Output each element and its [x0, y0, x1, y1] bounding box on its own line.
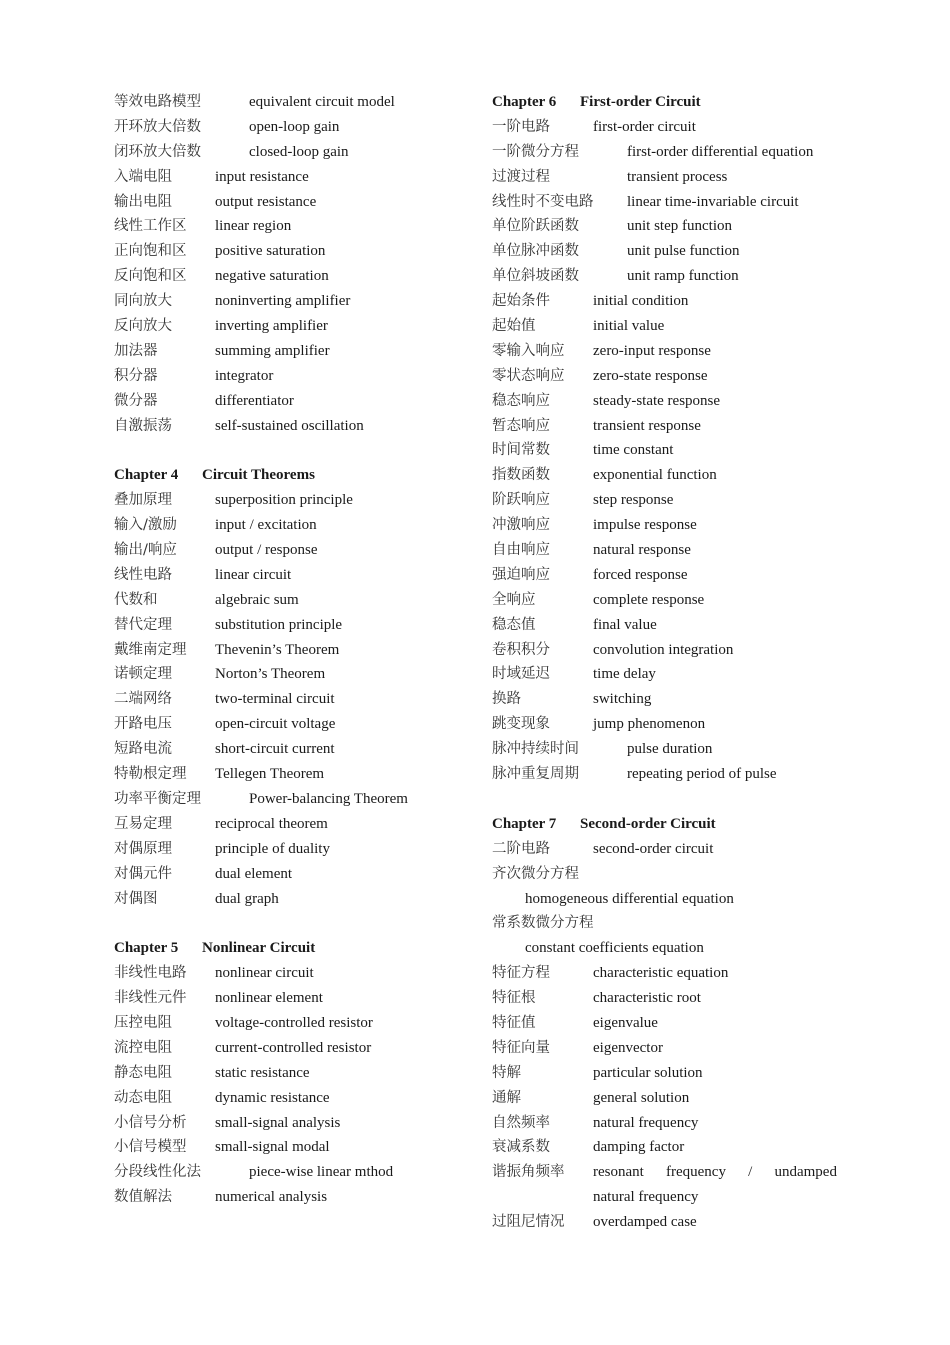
english-term: dual graph — [215, 890, 279, 907]
english-term: repeating period of pulse — [627, 766, 777, 783]
english-term: overdamped case — [593, 1214, 697, 1231]
english-term: dual element — [215, 865, 293, 882]
english-term: complete response — [593, 591, 705, 608]
chinese-term: 正向饱和区 — [114, 243, 187, 260]
chinese-term: 对偶元件 — [114, 865, 172, 882]
english-term: output / response — [215, 542, 318, 559]
glossary-continuation — [492, 887, 842, 912]
english-term: input / excitation — [215, 517, 317, 534]
glossary-entry — [492, 165, 842, 190]
chinese-term: 线性工作区 — [114, 218, 187, 235]
chapter-number: Chapter 6 — [492, 94, 557, 110]
english-term: reciprocal theorem — [215, 815, 328, 832]
chinese-term: 功率平衡定理 — [114, 790, 201, 807]
glossary-entry — [492, 1086, 842, 1111]
english-term: negative saturation — [215, 268, 329, 285]
chinese-term: 暂态响应 — [492, 417, 550, 434]
english-term: differentiator — [215, 392, 294, 409]
english-term: pulse duration — [627, 741, 713, 758]
chinese-term: 特征值 — [492, 1014, 536, 1031]
chinese-term: 特征根 — [492, 990, 536, 1007]
chinese-term: 起始值 — [492, 318, 536, 335]
glossary-entry — [114, 115, 459, 140]
glossary-entry — [492, 687, 842, 712]
english-term: natural frequency — [593, 1189, 699, 1206]
glossary-entry — [114, 239, 459, 264]
glossary-entry — [114, 513, 459, 538]
chinese-term: 积分器 — [114, 367, 158, 384]
chapter-heading — [492, 812, 842, 837]
english-term: jump phenomenon — [593, 716, 706, 733]
english-term: algebraic sum — [215, 591, 299, 608]
english-term: equivalent circuit model — [249, 94, 395, 110]
english-term: Thevenin’s Theorem — [215, 641, 340, 658]
glossary-entry — [114, 662, 459, 687]
glossary-entry — [114, 613, 459, 638]
glossary-entry — [492, 438, 842, 463]
chinese-term: 静态电阻 — [114, 1064, 172, 1081]
chinese-term: 对偶图 — [114, 890, 158, 907]
glossary-entry — [492, 190, 842, 215]
chinese-term: 单位阶跃函数 — [492, 218, 579, 235]
glossary-entry — [492, 314, 842, 339]
glossary-entry — [492, 638, 842, 663]
chinese-term: 流控电阻 — [114, 1039, 172, 1056]
chapter-heading — [114, 936, 459, 961]
glossary-entry — [492, 264, 842, 289]
chinese-term: 压控电阻 — [114, 1014, 172, 1031]
chinese-term: 输出电阻 — [114, 193, 172, 210]
chinese-term: 非线性元件 — [114, 990, 187, 1007]
chapter-title: Nonlinear Circuit — [202, 940, 316, 957]
chinese-term: 开环放大倍数 — [114, 118, 201, 135]
english-term: eigenvalue — [593, 1014, 658, 1031]
chinese-term: 等效电路模型 — [114, 94, 201, 110]
english-term: natural frequency — [593, 1114, 699, 1131]
glossary-entry — [492, 986, 842, 1011]
english-term: characteristic equation — [593, 965, 729, 982]
glossary-entry — [492, 1061, 842, 1086]
chinese-term: 线性时不变电路 — [492, 193, 594, 210]
english-term: linear time-invariable circuit — [627, 193, 799, 210]
english-term: linear circuit — [215, 566, 292, 583]
glossary-entry — [492, 613, 842, 638]
chinese-term: 加法器 — [114, 342, 158, 359]
chinese-term: 谐振角频率 — [492, 1164, 565, 1181]
glossary-entry — [492, 1160, 842, 1185]
english-term: unit step function — [627, 218, 732, 235]
glossary-continuation — [492, 936, 842, 961]
glossary-entry — [114, 339, 459, 364]
chinese-term: 换路 — [492, 691, 521, 708]
glossary-entry — [114, 165, 459, 190]
chinese-term: 过渡过程 — [492, 168, 550, 185]
chinese-term: 特征向量 — [492, 1039, 550, 1056]
english-term: self-sustained oscillation — [215, 417, 364, 434]
chinese-term: 反向放大 — [114, 318, 172, 335]
glossary-entry — [114, 1011, 459, 1036]
chinese-term: 齐次微分方程 — [492, 865, 579, 882]
english-term: final value — [593, 616, 657, 633]
chinese-term: 自激振荡 — [114, 417, 172, 434]
chinese-term: 单位脉冲函数 — [492, 243, 579, 260]
chinese-term: 一阶电路 — [492, 118, 550, 135]
chinese-term: 脉冲重复周期 — [492, 766, 579, 783]
glossary-entry — [114, 414, 459, 439]
glossary-entry — [114, 762, 459, 787]
glossary-entry — [114, 1036, 459, 1061]
glossary-entry — [114, 1111, 459, 1136]
glossary-entry — [492, 463, 842, 488]
chinese-term: 零状态响应 — [492, 367, 565, 384]
chinese-term: 互易定理 — [114, 815, 172, 832]
glossary-entry — [114, 563, 459, 588]
english-term: natural response — [593, 542, 691, 559]
english-term: steady-state response — [593, 392, 721, 409]
chapter-number: Chapter 4 — [114, 467, 179, 484]
english-term: first-order differential equation — [627, 143, 814, 160]
glossary-entry — [492, 339, 842, 364]
chinese-term: 数值解法 — [114, 1189, 172, 1206]
english-term: closed-loop gain — [249, 143, 349, 160]
chapter-title: Circuit Theorems — [202, 467, 315, 484]
glossary-entry — [492, 513, 842, 538]
glossary-entry — [114, 638, 459, 663]
english-term: particular solution — [593, 1064, 703, 1081]
glossary-entry — [492, 563, 842, 588]
spacer — [114, 911, 459, 936]
english-term: two-terminal circuit — [215, 691, 335, 708]
chapter-title: Second-order Circuit — [580, 815, 716, 832]
chinese-term: 微分器 — [114, 392, 158, 409]
glossary-entry — [492, 1135, 842, 1160]
chinese-term: 卷积积分 — [492, 641, 550, 658]
chinese-term: 输入/激励 — [114, 517, 177, 534]
chinese-term: 冲激响应 — [492, 517, 550, 534]
glossary-entry — [492, 837, 842, 862]
english-term: numerical analysis — [215, 1189, 328, 1206]
chinese-term: 短路电流 — [114, 741, 172, 758]
glossary-entry — [492, 488, 842, 513]
chinese-term: 通解 — [492, 1089, 521, 1106]
english-term: integrator — [215, 367, 274, 384]
english-term: transient process — [627, 168, 728, 185]
chinese-term: 跳变现象 — [492, 716, 550, 733]
glossary-entry — [114, 190, 459, 215]
chinese-term: 小信号分析 — [114, 1114, 187, 1131]
glossary-entry — [114, 1086, 459, 1111]
glossary-entry — [492, 1111, 842, 1136]
english-term: nonlinear element — [215, 990, 323, 1007]
glossary-entry — [114, 389, 459, 414]
english-term: second-order circuit — [593, 840, 714, 857]
english-term: time constant — [593, 442, 674, 459]
glossary-entry — [114, 812, 459, 837]
chinese-term: 衰减系数 — [492, 1139, 550, 1156]
chinese-term: 零输入响应 — [492, 342, 565, 359]
english-term: convolution integration — [593, 641, 734, 658]
spacer — [492, 787, 842, 812]
chapter-heading — [114, 463, 459, 488]
chinese-term: 脉冲持续时间 — [492, 741, 579, 758]
english-term: impulse response — [593, 517, 697, 534]
glossary-entry — [114, 687, 459, 712]
chinese-term: 叠加原理 — [114, 492, 172, 509]
english-term: noninverting amplifier — [215, 293, 351, 310]
glossary-entry — [492, 862, 842, 887]
chinese-term: 一阶微分方程 — [492, 143, 579, 160]
glossary-entry — [114, 214, 459, 239]
chinese-term: 输出/响应 — [114, 542, 177, 559]
english-term: principle of duality — [215, 840, 330, 857]
glossary-entry — [114, 712, 459, 737]
chinese-term: 自由响应 — [492, 542, 550, 559]
english-term: constant coefficients equation — [525, 940, 704, 957]
chapter-number: Chapter 7 — [492, 815, 557, 832]
chinese-term: 反向饱和区 — [114, 268, 187, 285]
glossary-entry — [114, 862, 459, 887]
glossary-entry — [492, 588, 842, 613]
glossary-entry — [114, 1135, 459, 1160]
chinese-term: 特征方程 — [492, 965, 550, 982]
chinese-term: 开路电压 — [114, 716, 172, 733]
english-term: forced response — [593, 566, 688, 583]
english-term: homogeneous differential equation — [525, 890, 734, 907]
chinese-term: 闭环放大倍数 — [114, 143, 201, 160]
english-term: switching — [593, 691, 652, 708]
chinese-term: 对偶原理 — [114, 840, 172, 857]
glossary-entry — [492, 737, 842, 762]
glossary-entry — [492, 662, 842, 687]
english-term: substitution principle — [215, 616, 343, 633]
chinese-term: 自然频率 — [492, 1114, 550, 1131]
english-term: general solution — [593, 1089, 690, 1106]
glossary-entry — [492, 1036, 842, 1061]
english-term: Power-balancing Theorem — [249, 790, 408, 807]
english-term: unit ramp function — [627, 268, 739, 285]
chapter-number: Chapter 5 — [114, 940, 179, 957]
chinese-term: 动态电阻 — [114, 1089, 172, 1106]
english-term: open-circuit voltage — [215, 716, 336, 733]
glossary-entry — [114, 1061, 459, 1086]
right-column — [492, 90, 842, 1235]
glossary-entry — [114, 140, 459, 165]
glossary-entry — [114, 1160, 459, 1185]
chinese-term: 同向放大 — [114, 293, 172, 310]
glossary-entry — [114, 538, 459, 563]
glossary-entry — [492, 414, 842, 439]
english-term: time delay — [593, 666, 656, 683]
chinese-term: 全响应 — [492, 591, 536, 608]
english-word: resonant — [593, 1164, 644, 1181]
english-term: damping factor — [593, 1139, 685, 1156]
glossary-entry — [492, 214, 842, 239]
english-term: piece-wise linear mthod — [249, 1164, 394, 1181]
english-term: small-signal analysis — [215, 1114, 341, 1131]
chinese-term: 时间常数 — [492, 442, 550, 459]
english-term: superposition principle — [215, 492, 353, 509]
english-term: positive saturation — [215, 243, 326, 260]
chinese-term: 时域延迟 — [492, 666, 550, 683]
spacer — [114, 438, 459, 463]
english-term: initial value — [593, 318, 665, 335]
chinese-term: 二端网络 — [114, 691, 172, 708]
english-term: short-circuit current — [215, 741, 335, 758]
glossary-entry — [114, 1185, 459, 1210]
english-term — [593, 1160, 837, 1185]
left-column — [114, 90, 459, 1210]
english-term: summing amplifier — [215, 342, 330, 359]
chapter-heading — [492, 90, 842, 115]
chinese-term: 强迫响应 — [492, 566, 550, 583]
glossary-entry — [492, 239, 842, 264]
glossary-entry — [114, 488, 459, 513]
chinese-term: 稳态值 — [492, 616, 536, 633]
glossary-entry — [114, 314, 459, 339]
glossary-entry — [114, 289, 459, 314]
english-term: unit pulse function — [627, 243, 740, 260]
english-term: current-controlled resistor — [215, 1039, 372, 1056]
chinese-term: 单位斜坡函数 — [492, 268, 579, 285]
glossary-entry — [492, 961, 842, 986]
glossary-entry — [114, 737, 459, 762]
chinese-term: 诺顿定理 — [114, 666, 172, 683]
glossary-entry — [114, 90, 459, 115]
english-term: output resistance — [215, 193, 317, 210]
chinese-term: 特勒根定理 — [114, 766, 187, 783]
english-term: initial condition — [593, 293, 689, 310]
glossary-entry — [114, 264, 459, 289]
chinese-term: 过阻尼情况 — [492, 1214, 565, 1231]
english-term: small-signal modal — [215, 1139, 330, 1156]
english-term: inverting amplifier — [215, 318, 328, 335]
glossary-entry — [492, 911, 842, 936]
glossary-entry — [492, 712, 842, 737]
english-term: step response — [593, 492, 674, 509]
english-term: Tellegen Theorem — [215, 766, 325, 783]
chinese-term: 小信号模型 — [114, 1139, 187, 1156]
english-term: exponential function — [593, 467, 717, 484]
glossary-entry — [114, 588, 459, 613]
chapter-title: First-order Circuit — [580, 94, 701, 110]
glossary-entry — [492, 538, 842, 563]
english-term: dynamic resistance — [215, 1089, 330, 1106]
english-term: static resistance — [215, 1064, 310, 1081]
english-word: frequency — [666, 1164, 726, 1181]
chinese-term: 线性电路 — [114, 566, 172, 583]
glossary-entry — [114, 364, 459, 389]
english-term: input resistance — [215, 168, 309, 185]
glossary-entry — [492, 115, 842, 140]
english-word: / — [748, 1164, 753, 1181]
english-word: undamped — [774, 1164, 837, 1181]
chinese-term: 替代定理 — [114, 616, 172, 633]
glossary-entry — [492, 1011, 842, 1036]
glossary-entry — [492, 364, 842, 389]
glossary-entry — [492, 389, 842, 414]
glossary-entry — [492, 140, 842, 165]
glossary-entry — [114, 837, 459, 862]
chinese-term: 稳态响应 — [492, 392, 550, 409]
glossary-entry — [114, 961, 459, 986]
english-term: transient response — [593, 417, 701, 434]
english-term: voltage-controlled resistor — [215, 1014, 373, 1031]
english-term: characteristic root — [593, 990, 701, 1007]
chinese-term: 分段线性化法 — [114, 1164, 201, 1181]
english-term: open-loop gain — [249, 118, 340, 135]
chinese-term: 戴维南定理 — [114, 641, 187, 658]
chinese-term: 代数和 — [114, 591, 158, 608]
chinese-term: 指数函数 — [492, 467, 550, 484]
chinese-term: 入端电阻 — [114, 168, 172, 185]
english-term: zero-state response — [593, 367, 708, 384]
glossary-entry — [114, 887, 459, 912]
glossary-entry — [492, 762, 842, 787]
chinese-term: 起始条件 — [492, 293, 550, 310]
glossary-entry — [492, 1210, 842, 1235]
glossary-entry — [492, 289, 842, 314]
chinese-term: 特解 — [492, 1064, 521, 1081]
glossary-continuation — [492, 1185, 842, 1210]
chinese-term: 阶跃响应 — [492, 492, 550, 509]
glossary-entry — [114, 986, 459, 1011]
chinese-term: 非线性电路 — [114, 965, 187, 982]
english-term: linear region — [215, 218, 292, 235]
glossary-entry — [114, 787, 459, 812]
english-term: nonlinear circuit — [215, 965, 314, 982]
chinese-term: 二阶电路 — [492, 840, 550, 857]
english-term: eigenvector — [593, 1039, 663, 1056]
chinese-term: 常系数微分方程 — [492, 915, 594, 932]
english-term: zero-input response — [593, 342, 711, 359]
english-term: first-order circuit — [593, 118, 696, 135]
english-term: Norton’s Theorem — [215, 666, 326, 683]
